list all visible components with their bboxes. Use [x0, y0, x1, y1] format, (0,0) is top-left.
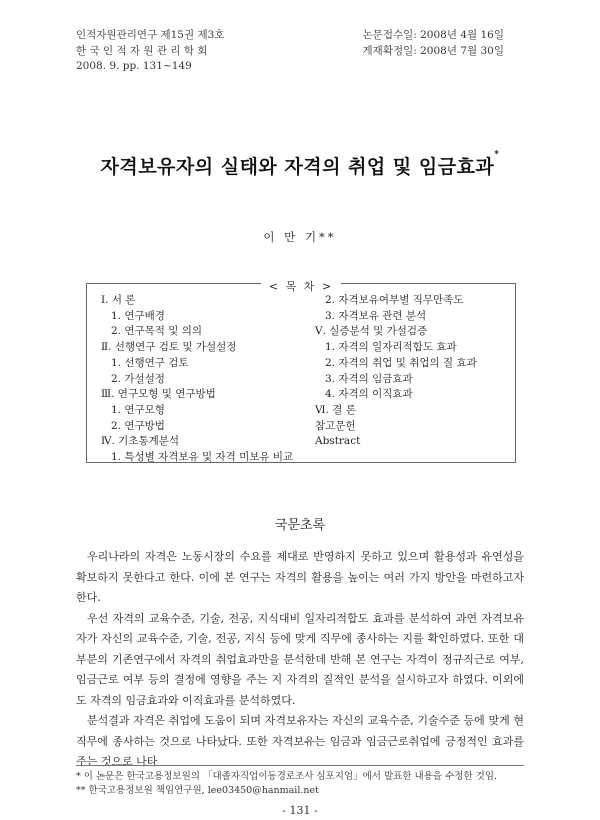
- abstract-paragraph: 우리나라의 자격은 노동시장의 수요를 제대로 반영하지 못하고 있으며 활용성과 유연성을 확보하지 못한다고 한다. 이에 본 연구는 자격의 활용을 높이는 여러 가지 방안을 마련하고자 한다.: [76, 550, 524, 604]
- toc-item: 1. 선행연구 검토: [111, 356, 189, 369]
- title-footnote-mark: *: [494, 150, 500, 160]
- toc-item: Ⅵ. 결 론: [315, 403, 356, 416]
- abstract-body: [76, 547, 524, 773]
- journal-line: 인적자원관리연구 제15권 제3호: [76, 29, 225, 41]
- toc-item: Ⅰ. 서 론: [101, 294, 136, 306]
- page-number: - 131 -: [282, 804, 318, 817]
- toc-item: 3. 자격보유 관련 분석: [325, 309, 427, 322]
- submission-dates: [363, 28, 504, 59]
- toc-item: 3. 자격의 임금효과: [325, 372, 413, 385]
- toc-item: Abstract: [315, 435, 361, 448]
- toc-item: 1. 자격의 일자리적합도 효과: [325, 341, 457, 354]
- accepted-date: 게재확정일: 2008년 7월 30일: [362, 44, 504, 57]
- table-of-contents: [86, 280, 516, 464]
- footnotes: [76, 770, 497, 798]
- toc-item: 2. 연구방법: [111, 419, 165, 432]
- toc-heading: [87, 275, 515, 294]
- footnote-item: * 이 논문은 한국고용정보원의 「대졸자직업이동경로조사 심포지엄」에서 발표한 내용을 수정한 것임.: [76, 771, 498, 782]
- toc-right-column: [315, 293, 477, 450]
- abstract-paragraph: 분석결과 자격은 취업에 도움이 되며 자격보유자는 자신의 교육수준, 기술수준 등에 맞게 현 직무에 종사하는 것으로 나타났다. 또한 자격보유는 임금과 임금근로취업에 긍정적인 효과를 주는 것으로 나타: [76, 714, 524, 768]
- paper-title: [0, 152, 600, 179]
- toc-item: Ⅲ. 연구모형 및 연구방법: [101, 388, 216, 401]
- toc-item: Ⅴ. 실증분석 및 가설검증: [315, 325, 428, 338]
- footnote-divider: [76, 765, 524, 766]
- journal-info: [76, 28, 224, 75]
- toc-item: 4. 자격의 이직효과: [325, 388, 413, 401]
- toc-left-column: [101, 293, 293, 466]
- paper-title-text: 자격보유자의 실태와 자격의 취업 및 임금효과: [100, 156, 495, 178]
- toc-item: 2. 자격보유여부별 직무만족도: [325, 294, 464, 306]
- abstract-heading: 국문초록: [274, 518, 326, 533]
- toc-item: 1. 연구모형: [111, 403, 165, 416]
- toc-item: 1. 연구배경: [111, 309, 165, 322]
- received-date: 논문접수일: 2008년 4월 16일: [362, 29, 504, 41]
- abstract-paragraph: 우선 자격의 교육수준, 기술, 전공, 지식대비 일자리적합도 효과를 분석하여 과연 자격보유자가 자신의 교육수준, 기술, 전공, 지식 등에 맞게 직무에 종사하는 지를 확인하였다. 또한 대부분의 기존연구에서 자격의 취업효과만을 분석한데 반해 본 연구는 자격이 정규직근로 여부, 임금근로 여부 등의 결정에 영향을 주는 지 자격의 질적인 분석을 실시하고자 하였다. 이외에도 자격의 임금효과와 이직효과를 분석하였다.: [76, 611, 524, 707]
- toc-item: 2. 연구목적 및 의의: [111, 325, 203, 338]
- toc-heading-text: < 목 차 >: [261, 280, 341, 293]
- journal-line: 2008. 9. pp. 131~149: [76, 60, 192, 72]
- toc-item: 2. 자격의 취업 및 취업의 질 효과: [325, 356, 477, 369]
- toc-item: Ⅳ. 기초통계분석: [101, 435, 180, 448]
- toc-item: Ⅱ. 선행연구 검토 및 가설설정: [101, 341, 237, 354]
- journal-line: 한 국 인 적 자 원 관 리 학 회: [76, 44, 208, 57]
- toc-item: 참고문헌: [315, 419, 356, 432]
- author-name: 이 만 기**: [263, 230, 337, 244]
- toc-item: 2. 가설설정: [111, 372, 165, 385]
- toc-item: 1. 특성별 자격보유 및 자격 미보유 비교: [111, 451, 294, 464]
- footnote-item: ** 한국고용정보원 책임연구원, lee03450@hanmail.net: [76, 785, 319, 796]
